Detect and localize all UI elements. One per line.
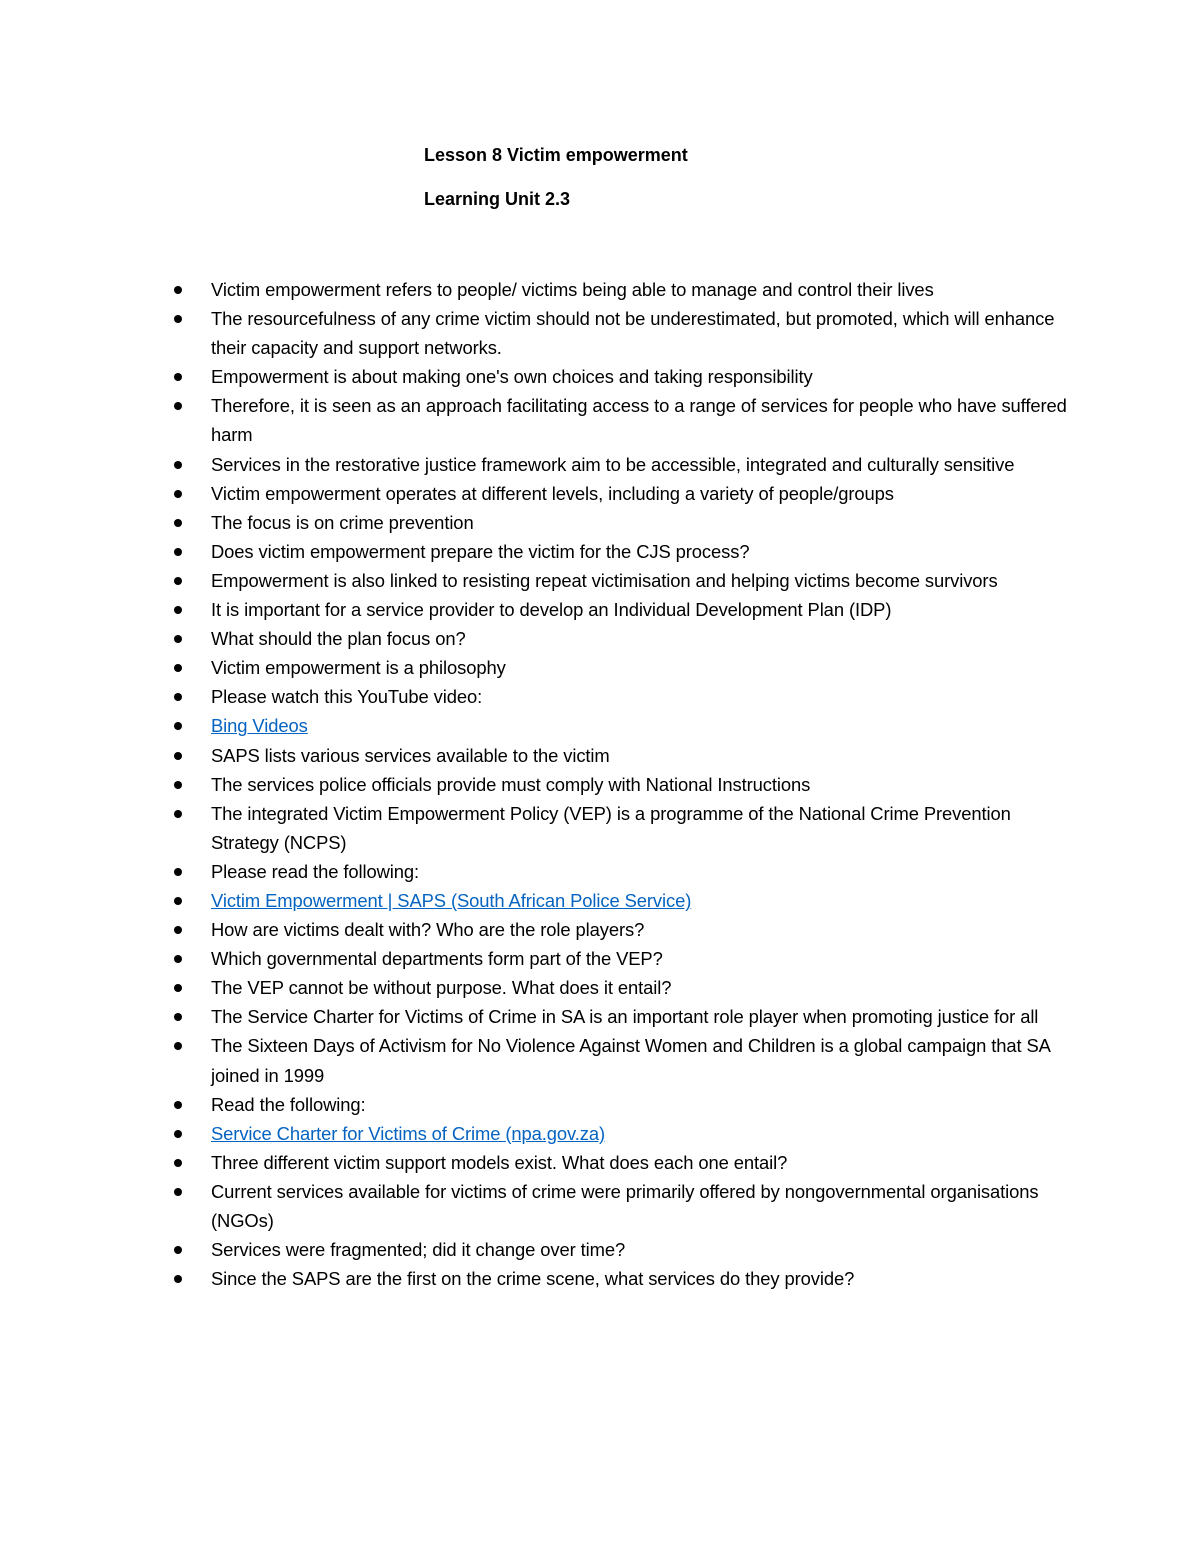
list-item xyxy=(0,624,1200,653)
list-item-text: Victim empowerment is a philosophy xyxy=(211,657,506,679)
list-item xyxy=(0,741,1200,770)
bullet-dot-icon xyxy=(174,635,182,643)
bullet-dot-icon xyxy=(174,1013,182,1021)
list-item xyxy=(0,275,1200,304)
list-item-text: Current services available for victims of crime were primarily offered by nongovernmental organisations (NGOs) xyxy=(211,1180,1039,1231)
list-item xyxy=(0,886,1200,915)
bullet-dot-icon xyxy=(174,606,182,614)
list-item xyxy=(0,944,1200,973)
bullet-dot-icon xyxy=(174,693,182,701)
list-item xyxy=(0,362,1200,391)
bullet-dot-icon xyxy=(174,315,182,323)
list-item-text: Read the following: xyxy=(211,1093,366,1115)
bullet-dot-icon xyxy=(174,1042,182,1050)
bullet-dot-icon xyxy=(174,1159,182,1167)
bullet-dot-icon xyxy=(174,519,182,527)
list-item-text: The integrated Victim Empowerment Policy (VEP) is a programme of the National Crime Prevention Strategy (NCPS) xyxy=(211,802,1011,853)
list-item-text: The resourcefulness of any crime victim should not be underestimated, but promoted, which will enhance their capacity and support networks. xyxy=(211,308,1055,359)
hyperlink[interactable]: Victim Empowerment | SAPS (South African Police Service) xyxy=(211,889,692,911)
list-item-text: Please watch this YouTube video: xyxy=(211,686,483,708)
bullet-dot-icon xyxy=(174,577,182,585)
list-item xyxy=(0,1264,1200,1293)
bullet-dot-icon xyxy=(174,548,182,556)
hyperlink[interactable]: Service Charter for Victims of Crime (npa.gov.za) xyxy=(211,1122,606,1144)
bullet-dot-icon xyxy=(174,897,182,905)
bullet-dot-icon xyxy=(174,461,182,469)
list-item-text: SAPS lists various services available to the victim xyxy=(211,744,610,766)
list-item xyxy=(0,508,1200,537)
list-item xyxy=(0,973,1200,1002)
list-item-text: Empowerment is also linked to resisting repeat victimisation and helping victims become survivors xyxy=(211,569,998,591)
list-item xyxy=(0,1235,1200,1264)
bullet-dot-icon xyxy=(174,1188,182,1196)
list-item-text: The Sixteen Days of Activism for No Violence Against Women and Children is a global campaign that SA joined in 1999 xyxy=(211,1035,1050,1086)
lesson-title: Lesson 8 Victim empowerment xyxy=(424,145,688,165)
list-item-text: Does victim empowerment prepare the victim for the CJS process? xyxy=(211,540,750,562)
list-item xyxy=(0,566,1200,595)
list-item xyxy=(0,770,1200,799)
list-item-text: What should the plan focus on? xyxy=(211,628,466,650)
list-item xyxy=(0,537,1200,566)
list-item xyxy=(0,711,1200,740)
bullet-dot-icon xyxy=(174,286,182,294)
list-item xyxy=(0,682,1200,711)
bullet-dot-icon xyxy=(174,1130,182,1138)
list-item xyxy=(0,1148,1200,1177)
bullet-dot-icon xyxy=(174,1246,182,1254)
bullet-list xyxy=(0,275,1200,1293)
list-item-text: Victim empowerment refers to people/ victims being able to manage and control their lives xyxy=(211,279,934,300)
list-item-text: Which governmental departments form part of the VEP? xyxy=(211,948,663,970)
list-item xyxy=(0,1002,1200,1031)
list-item-text: Since the SAPS are the first on the crime scene, what services do they provide? xyxy=(211,1268,855,1290)
bullet-dot-icon xyxy=(174,810,182,818)
list-item xyxy=(0,653,1200,682)
list-item xyxy=(0,1090,1200,1119)
list-item-text: The Service Charter for Victims of Crime in SA is an important role player when promoting justice for all xyxy=(211,1006,1039,1028)
list-item xyxy=(0,1119,1200,1148)
list-item xyxy=(0,479,1200,508)
list-item xyxy=(0,857,1200,886)
bullet-dot-icon xyxy=(174,868,182,876)
hyperlink[interactable]: Bing Videos xyxy=(211,715,308,737)
bullet-dot-icon xyxy=(174,490,182,498)
bullet-dot-icon xyxy=(174,781,182,789)
bullet-dot-icon xyxy=(174,722,182,730)
bullet-dot-icon xyxy=(174,926,182,934)
list-item-text: Therefore, it is seen as an approach facilitating access to a range of services for people who have suffered harm xyxy=(211,395,1067,446)
bullet-dot-icon xyxy=(174,402,182,410)
list-item-text: Three different victim support models exist. What does each one entail? xyxy=(211,1151,788,1173)
list-item-text: The focus is on crime prevention xyxy=(211,511,474,533)
list-item xyxy=(0,391,1200,449)
bullet-dot-icon xyxy=(174,955,182,963)
list-item xyxy=(0,799,1200,857)
list-item xyxy=(0,450,1200,479)
list-item-text: It is important for a service provider to develop an Individual Development Plan (IDP) xyxy=(211,599,892,621)
learning-unit-subtitle: Learning Unit 2.3 xyxy=(424,189,571,209)
list-item-text: How are victims dealt with? Who are the role players? xyxy=(211,919,645,941)
list-item-text: Services in the restorative justice framework aim to be accessible, integrated and culturally sensitive xyxy=(211,453,1015,475)
bullet-dot-icon xyxy=(174,1101,182,1109)
list-item-text: Services were fragmented; did it change over time? xyxy=(211,1239,626,1261)
bullet-dot-icon xyxy=(174,373,182,381)
list-item xyxy=(0,915,1200,944)
list-item xyxy=(0,1031,1200,1089)
bullet-dot-icon xyxy=(174,1275,182,1283)
bullet-dot-icon xyxy=(174,984,182,992)
list-item xyxy=(0,304,1200,362)
list-item xyxy=(0,1177,1200,1235)
list-item-text: Empowerment is about making one's own choices and taking responsibility xyxy=(211,366,813,388)
bullet-dot-icon xyxy=(174,664,182,672)
bullet-dot-icon xyxy=(174,752,182,760)
list-item-text: The VEP cannot be without purpose. What does it entail? xyxy=(211,977,672,999)
list-item-text: Please read the following: xyxy=(211,860,420,882)
list-item-text: Victim empowerment operates at different levels, including a variety of people/groups xyxy=(211,482,894,504)
list-item xyxy=(0,595,1200,624)
list-item-text: The services police officials provide must comply with National Instructions xyxy=(211,773,811,795)
